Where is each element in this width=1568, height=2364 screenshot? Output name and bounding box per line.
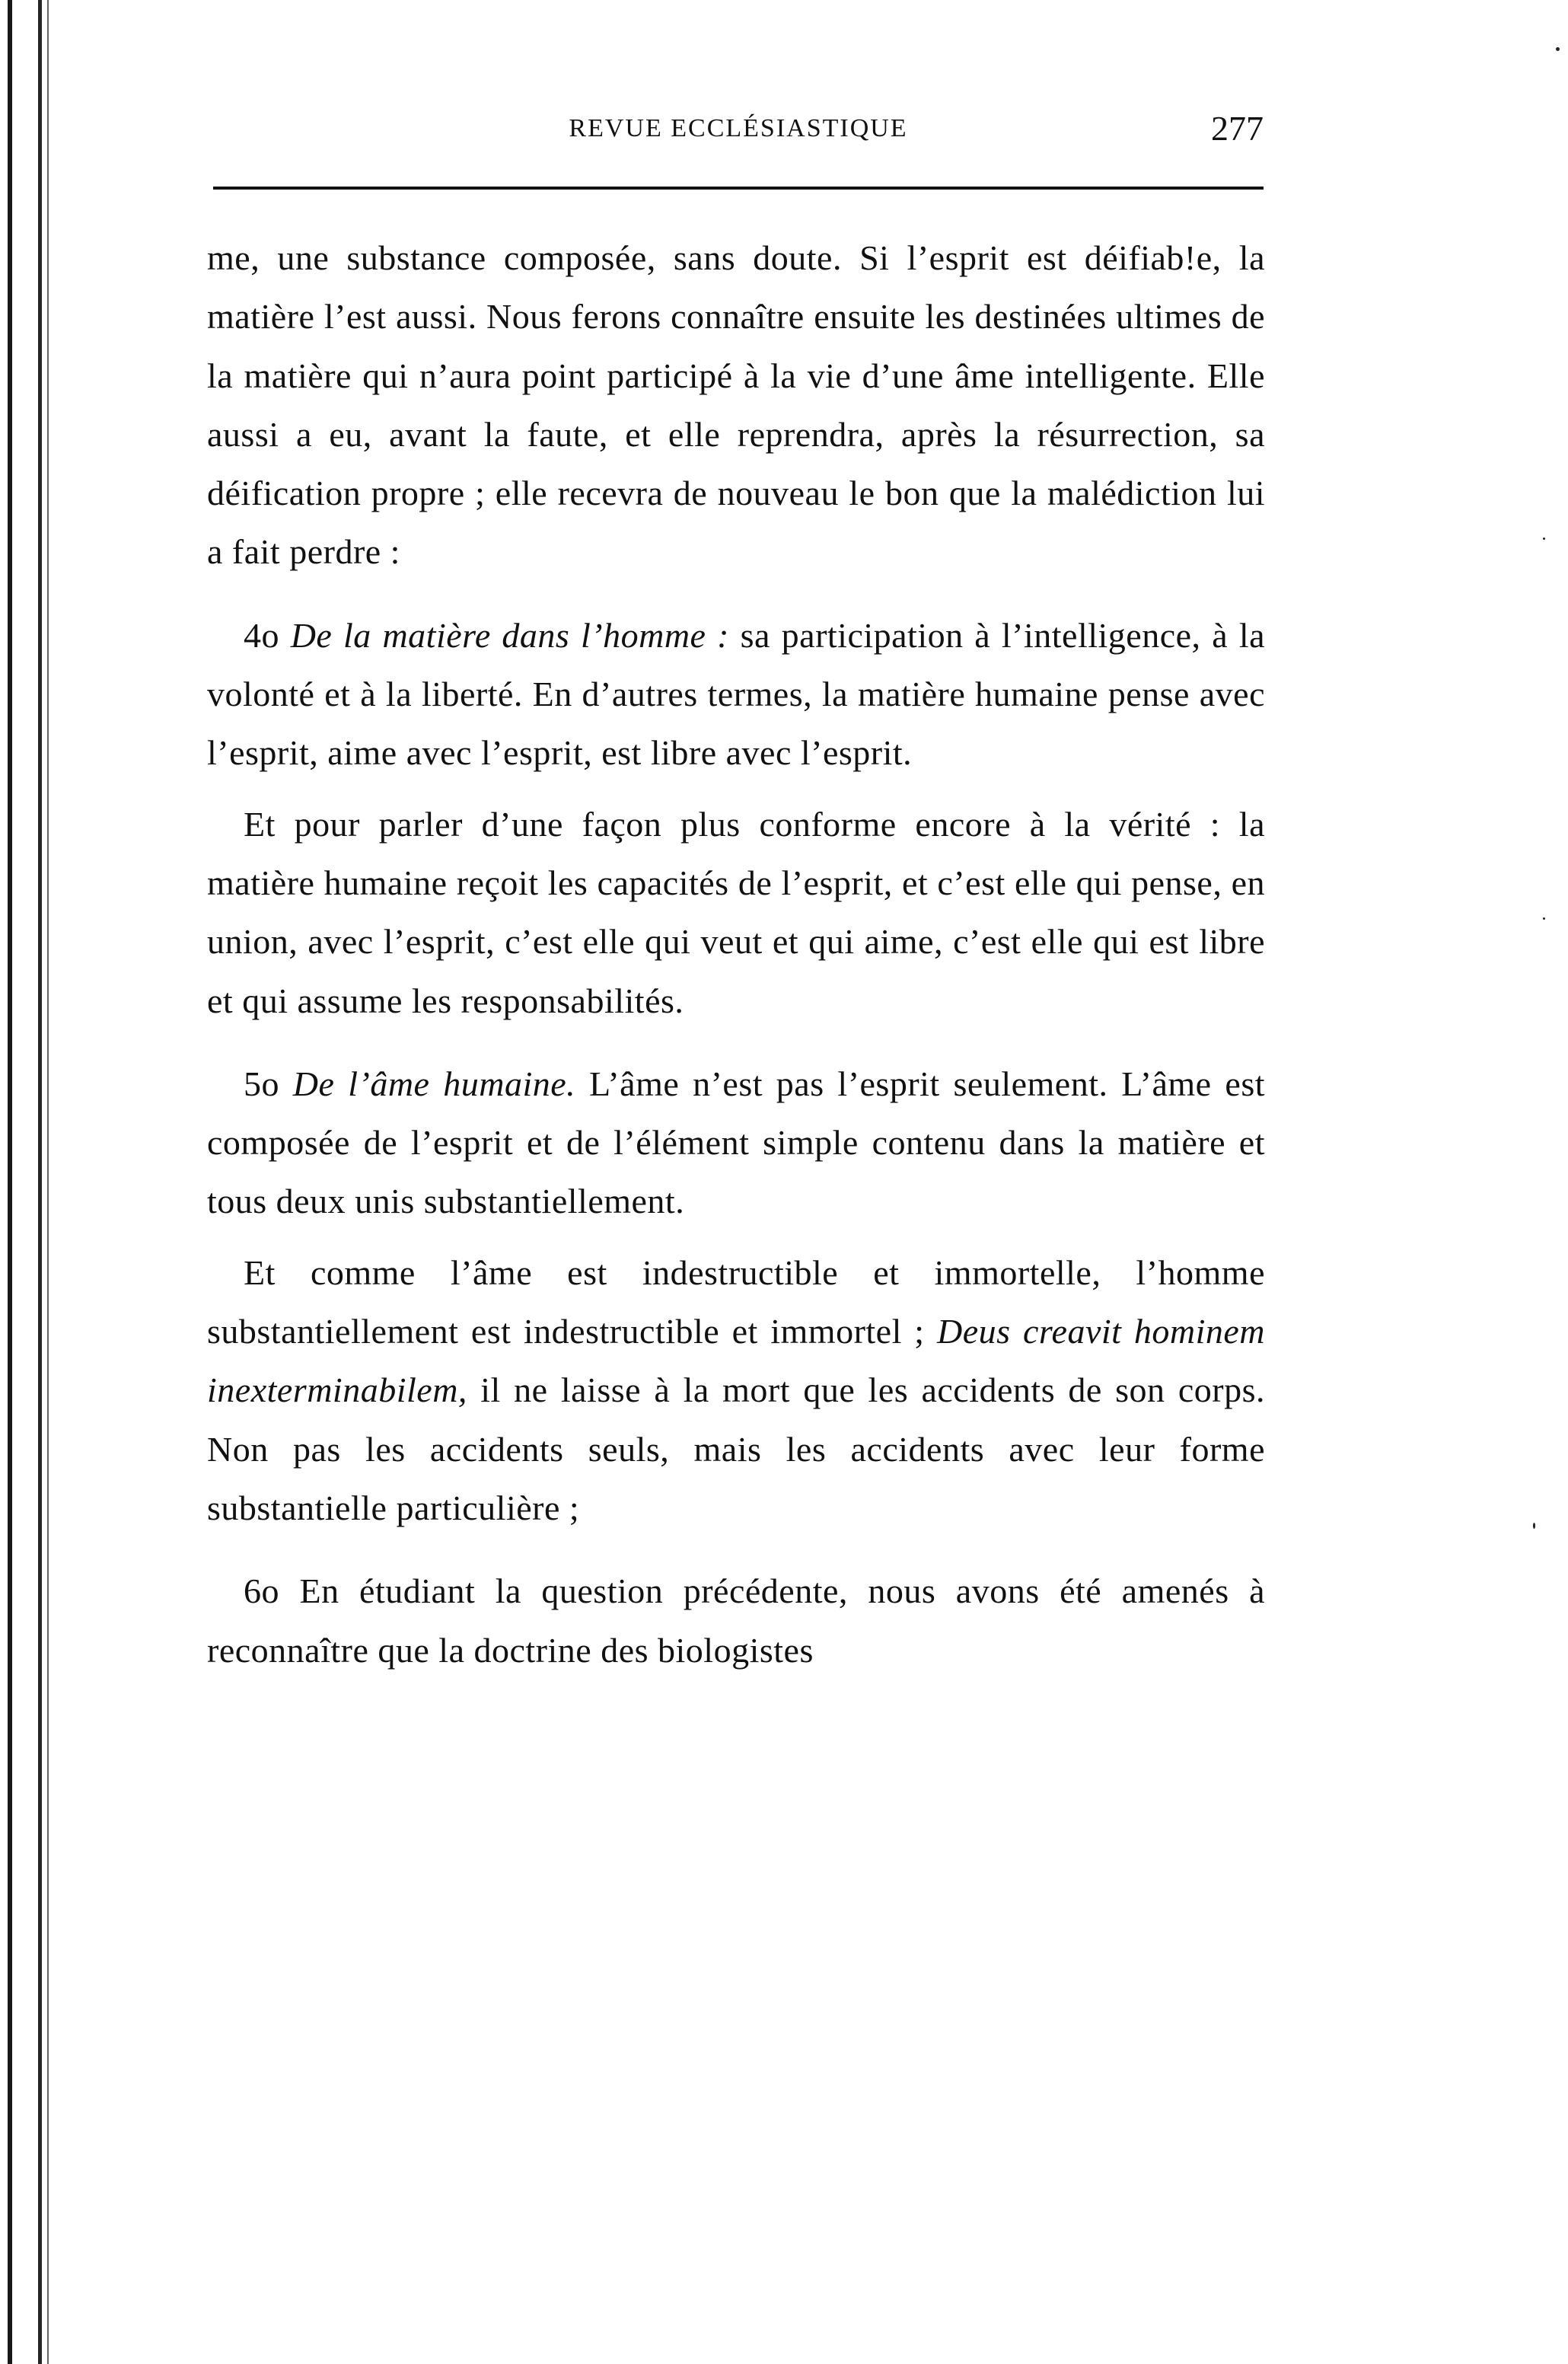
paragraph-italic: Deus creavit hominem inexterminabilem, bbox=[207, 1312, 1266, 1410]
paragraph-text: Et pour parler d’une façon plus conforme encore à la vérité : la matière humaine reçoit les capacités de l’esprit, et c’est elle qui pense, en union, avec l’esprit, c’est elle qui veut et qui aime, c’est elle qui est libre et qui assume les responsabilités. bbox=[207, 804, 1265, 1020]
paragraph bbox=[207, 1054, 1265, 1231]
paragraph-italic: De l’âme humaine. bbox=[292, 1064, 576, 1103]
paragraph bbox=[207, 1562, 1265, 1680]
paragraph-number: 4o bbox=[244, 615, 279, 655]
paragraph-text: me, une substance composée, sans doute. Si l’esprit est déifiab!e, la matière l’est aussi. Nous ferons connaître ensuite les destinées ultimes de la matière qui n’aura point participé à la vie d’une âme intelligente. Elle aussi a eu, avant la faute, et elle reprendra, après la résurrection, sa déification propre ; elle recevra de nouveau le bon que la malédiction lui a fait perdre : bbox=[207, 238, 1265, 572]
print-speck bbox=[1543, 917, 1545, 920]
header-rule bbox=[213, 187, 1264, 190]
binding-edge-line bbox=[47, 0, 49, 2364]
paragraph-number: 5o bbox=[244, 1064, 279, 1103]
print-speck bbox=[1543, 538, 1545, 540]
binding-edge-line bbox=[38, 0, 42, 2364]
paragraph-text: il ne laisse à la mort que les accidents de son corps. Non pas les accidents seuls, mais les accidents avec leur forme substantielle particulière ; bbox=[207, 1370, 1265, 1527]
paragraph-text: 6o En étudiant la question précédente, nous avons été amenés à reconnaître que la doctrine des biologistes bbox=[207, 1571, 1265, 1670]
print-speck bbox=[1556, 47, 1560, 51]
paragraph bbox=[207, 795, 1265, 1030]
paragraph-text: L’âme n’est pas l’esprit seulement. L’âme est composée de l’esprit et de l’élément simple contenu dans la matière et tous deux unis substantiellement. bbox=[207, 1064, 1265, 1221]
running-head bbox=[213, 109, 1264, 160]
paragraph bbox=[207, 228, 1265, 582]
paragraph bbox=[207, 1243, 1265, 1537]
print-speck bbox=[1533, 1523, 1535, 1529]
paragraph-text: Et comme l’âme est indestructible et immortelle, l’homme substantiellement est indestructible et immortel ; bbox=[207, 1252, 1265, 1351]
binding-edge-line bbox=[8, 0, 12, 2364]
body-text bbox=[207, 228, 1265, 1680]
paragraph bbox=[207, 606, 1265, 783]
paragraph-italic: De la matière dans l’homme : bbox=[290, 615, 729, 655]
paragraph-text: sa participation à l’intelligence, à la volonté et à la liberté. En d’autres termes, la matière humaine pense avec l’esprit, aime avec l’esprit, est libre avec l’esprit. bbox=[207, 615, 1266, 773]
running-title: REVUE ECCLÉSIASTIQUE bbox=[569, 114, 908, 142]
page-number: 277 bbox=[1211, 109, 1264, 148]
